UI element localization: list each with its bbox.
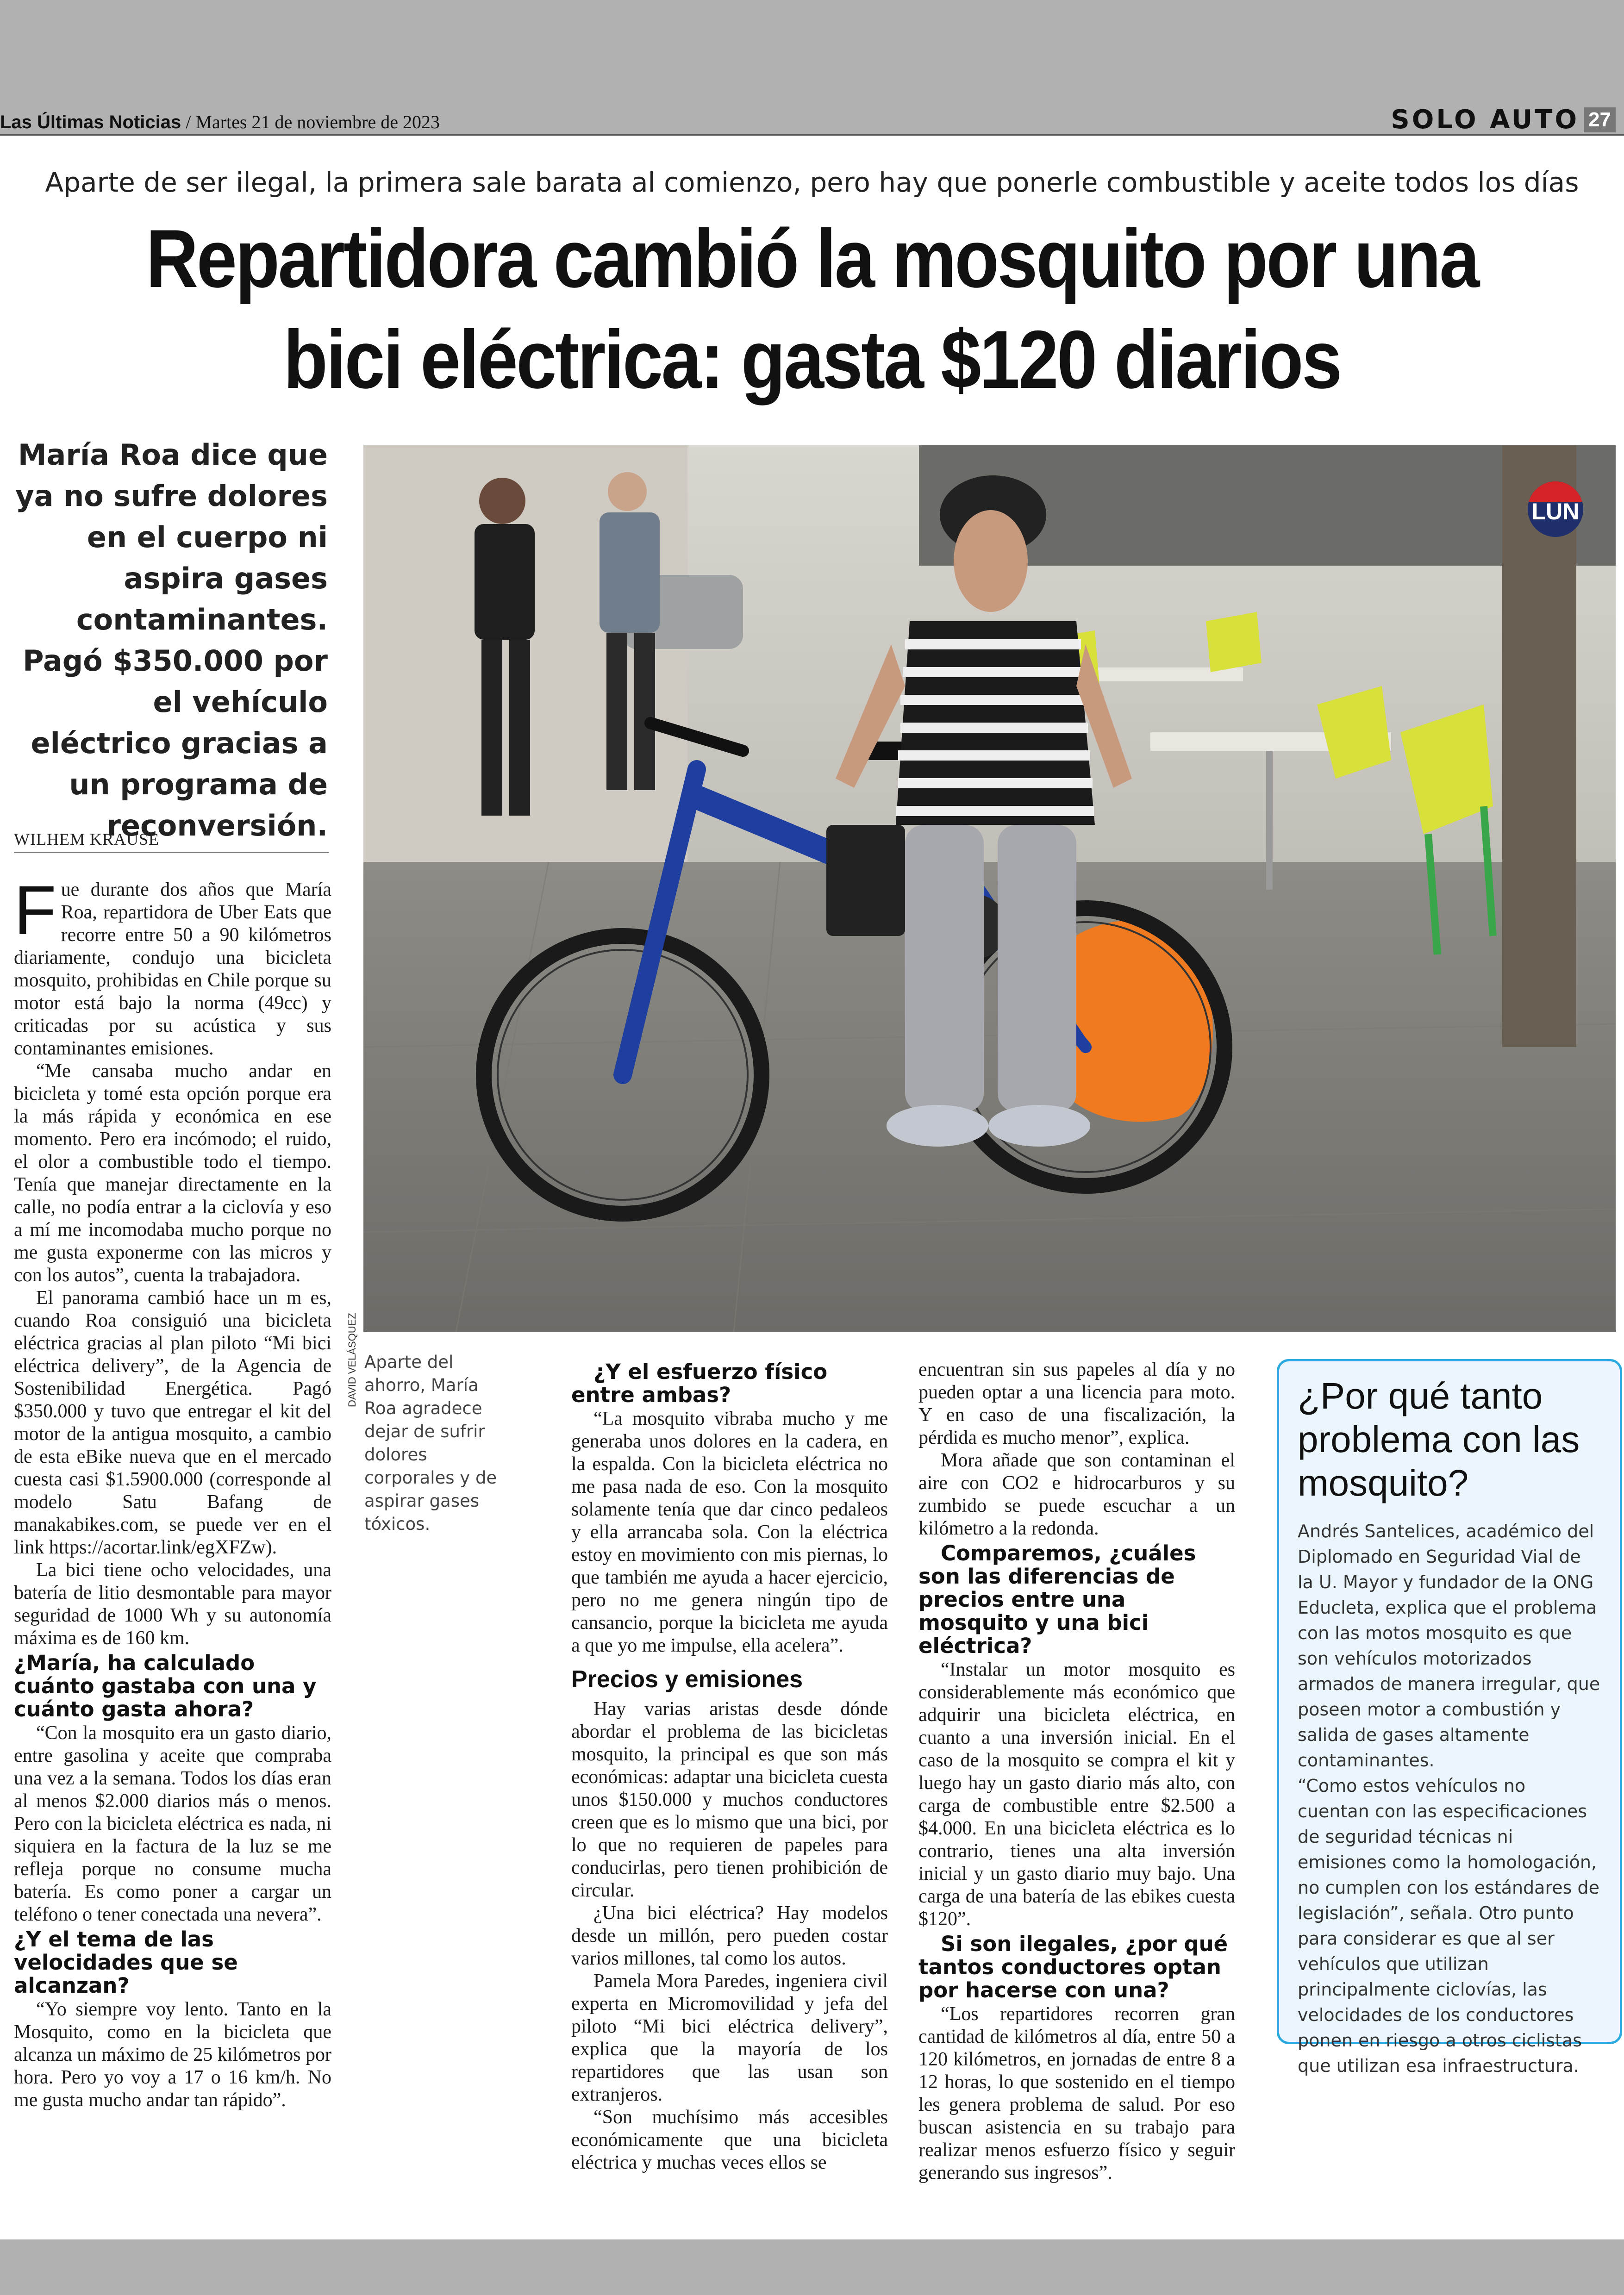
- dropcap: F: [14, 871, 56, 949]
- interview-question: Comparemos, ¿cuáles son las diferencias de precios entre una mosquito y una bici eléctrica?: [918, 1541, 1196, 1658]
- deck: María Roa dice que ya no sufre dolores en el cuerpo ni aspira gases contaminantes. Pagó $350.000 por el vehículo eléctrico gracias a un programa de reconversión.: [15, 438, 328, 842]
- headline-line-2: bici eléctrica: gasta $120 diarios: [283, 313, 1341, 405]
- kicker: Aparte de ser ilegal, la primera sale barata al comienzo, pero hay que ponerle combustible y aceite todos los días: [45, 167, 1579, 198]
- newspaper-masthead: [0, 111, 440, 133]
- sidebar-paragraph: “Como estos vehículos no cuentan con las especificaciones de seguridad técnicas ni emisiones como la homologación, no cumplen con los estándares de legislación”, señala. Otro punto para considerar es que al ser vehículos que utilizan principalmente ciclovías, las velocidades de los conductores ponen en riesgo a otros ciclistas que utilizan esa infraestructura.: [1298, 1776, 1600, 2076]
- tree-trunk: [1502, 445, 1576, 1047]
- photo-credit: [346, 1313, 360, 1407]
- newspaper-name: Las Últimas Noticias: [0, 112, 181, 132]
- paragraph: “Me cansaba mucho andar en bicicleta y tomé esta opción porque era la más rápida y económica en ese momento. Pero era incómodo; el ruido, el olor a combustible todo el tiempo. Tenía que manejar directamente en la calle, no podía entrar a la ciclovía y eso a mí me incomodaba mucho porque no me gusta exponerme con las micros y con los autos”, cuenta la trabajadora.: [14, 1060, 331, 1286]
- interview-question: ¿Y el tema de las velocidades que se alcanzan?: [14, 1927, 238, 1998]
- paragraph: Mora añade que son contaminan el aire con CO2 e hidrocarburos y su zumbido se puede escuchar a un kilómetro a la redonda.: [918, 1450, 1235, 1539]
- paragraph: ue durante dos años que María Roa, repartidora de Uber Eats que recorre entre 50 a 90 kilómetros diariamente, condujo una bicicleta mosquito, prohibidas en Chile porque su motor está bajo la norma (49cc) y criticadas por su acústica y sus contaminantes emisiones.: [14, 879, 331, 1059]
- main-photo: [363, 445, 1616, 1332]
- bottom-margin: [0, 2239, 1624, 2295]
- sidebar-title: ¿Por qué tanto problema con las mosquito?: [1298, 1375, 1580, 1503]
- byline: WILHEM KRAUSE: [14, 829, 329, 853]
- paragraph: “La mosquito vibraba mucho y me generaba unos dolores en la cadera, en la espalda. Con la bicicleta eléctrica no me pasa nada de eso. Con la mosquito solamente tenía que dar cinco pedaleos y ella arrancaba sola. Con la eléctrica estoy en movimiento con mis piernas, lo que también me ayuda a hacer ejercicio, pero no me genera ningún tipo de cansancio, porque la bicicleta me ayuda a que yo me impulse, ella acelera”.: [571, 1408, 888, 1656]
- sidebar-paragraph: Andrés Santelices, académico del Diplomado en Seguridad Vial de la U. Mayor y fundador de la ONG Educleta, explica que el problema con las motos mosquito es que son vehículos motorizados armados de manera irregular, que poseen motor a combustión y salida de gases altamente contaminantes.: [1298, 1521, 1600, 1771]
- paragraph: “Yo siempre voy lento. Tanto en la Mosquito, como en la bicicleta que alcanza un máximo de 25 kilómetros por hora. Pero yo voy a 17 o 16 km/h. No me gusta mucho andar tan rápido”.: [14, 1999, 331, 2111]
- interview-question: Si son ilegales, ¿por qué tantos conductores optan por hacerse con una?: [918, 1932, 1228, 2002]
- sidebar-box: [1277, 1359, 1622, 2076]
- headline: [130, 208, 1494, 410]
- interview-question: ¿Y el esfuerzo físico entre ambas?: [571, 1360, 828, 1407]
- lun-logo: [1528, 481, 1583, 537]
- top-margin: [0, 0, 1624, 106]
- interview-question: ¿María, ha calculado cuánto gastaba con una y cuánto gasta ahora?: [14, 1651, 317, 1721]
- photo-illustration: [363, 445, 1616, 1332]
- paragraph: “Instalar un motor mosquito es considerablemente más económico que adquirir una bicicleta eléctrica, en cuanto a una inversión inicial. En el caso de la mosquito se compra el kit y luego hay un gasto diario más alto, con carga de combustible entre $2.500 a $4.000. En una bicicleta eléctrica es lo contrario, tienes una alta inversión inicial y un gasto diario muy bajo. Una carga de una batería de las ebikes cuesta $120”.: [918, 1659, 1235, 1930]
- lun-logo-text: LUN: [1531, 499, 1580, 524]
- paragraph: Hay varias aristas desde dónde abordar el problema de las bicicletas mosquito, la principal es que son más económicas: adaptar una bicicleta cuesta unos $150.000 y muchos conductores creen que es lo mismo que una bici, por lo que no requieren de papeles para conducirlas, pero tienen prohibición de circular.: [571, 1698, 888, 1901]
- paragraph: Pamela Mora Paredes, ingeniera civil experta en Micromovilidad y jefa del piloto “Mi bici eléctrica delivery”, explica que la mayoría de los repartidores que las usan son extranjeros.: [571, 1971, 888, 2105]
- article-column-1: [14, 871, 331, 2112]
- section-name: SOLO AUTO: [1391, 105, 1580, 135]
- subheading: Precios y emisiones: [571, 1666, 803, 1693]
- paragraph: “Son muchísimo más accesibles económicamente que una bicicleta eléctrica y muchas veces ellos se: [571, 2107, 888, 2173]
- issue-date: Martes 21 de noviembre de 2023: [195, 112, 440, 132]
- paragraph: “Los repartidores recorren gran cantidad de kilómetros al día, entre 50 a 120 kilómetros, en jornadas de entre 8 a 12 horas, lo que sostenido en el tiempo les genera problema de salud. Por eso buscan asistencia en su trabajo para realizar menos esfuerzo físico y seguir generando sus ingresos”.: [918, 2003, 1235, 2183]
- paragraph: La bici tiene ocho velocidades, una batería de litio desmontable para mayor seguridad de 1000 Wh y su autonomía máxima es de 160 km.: [14, 1559, 331, 1649]
- paragraph: “Con la mosquito era un gasto diario, entre gasolina y aceite que compraba una vez a la semana. Todos los días eran al menos $2.000 diarios más o menos. Pero con la bicicleta eléctrica es nada, ni siquiera en la factura de la luz se me refleja porque no consume mucha batería. Es como poner a cargar un teléfono o tener conectada una nevera”.: [14, 1722, 331, 1925]
- paragraph: encuentran sin sus papeles al día y no pueden optar a una licencia para moto. Y en caso de una fiscalización, la pérdida es mucho menor”, explica.: [918, 1359, 1235, 1448]
- paragraph: ¿Una bici eléctrica? Hay modelos desde un millón, pero pueden costar varios millones, tal como los autos.: [571, 1902, 888, 1969]
- section-header: [1391, 105, 1616, 135]
- page-number: 27: [1584, 107, 1616, 132]
- paragraph: El panorama cambió hace un m es, cuando Roa consiguió una bicicleta eléctrica gracias al plan piloto “Mi bici eléctrica delivery”, de la Agencia de Sostenibilidad Energética. Pagó $350.000 y tuvo que entregar el kit del motor de la antigua mosquito, a cambio de esta eBike nueva que en el mercado cuesta casi $1.5900.000 (corresponde al modelo Satu Bafang de manakabikes.com, se puede ver en el link https://acortar.link/egXFZw).: [14, 1287, 331, 1558]
- article-column-2: [571, 1359, 888, 2174]
- photo-caption: Aparte del ahorro, María Roa agradece dejar de sufrir dolores corporales y de aspirar gases tóxicos.: [364, 1352, 497, 1534]
- masthead-separator: /: [186, 112, 191, 132]
- article-column-3: [918, 1359, 1235, 2184]
- photo-credit-text: DAVID VELÁSQUEZ: [346, 1313, 358, 1407]
- headline-line-1: Repartidora cambió la mosquito por una: [146, 212, 1478, 305]
